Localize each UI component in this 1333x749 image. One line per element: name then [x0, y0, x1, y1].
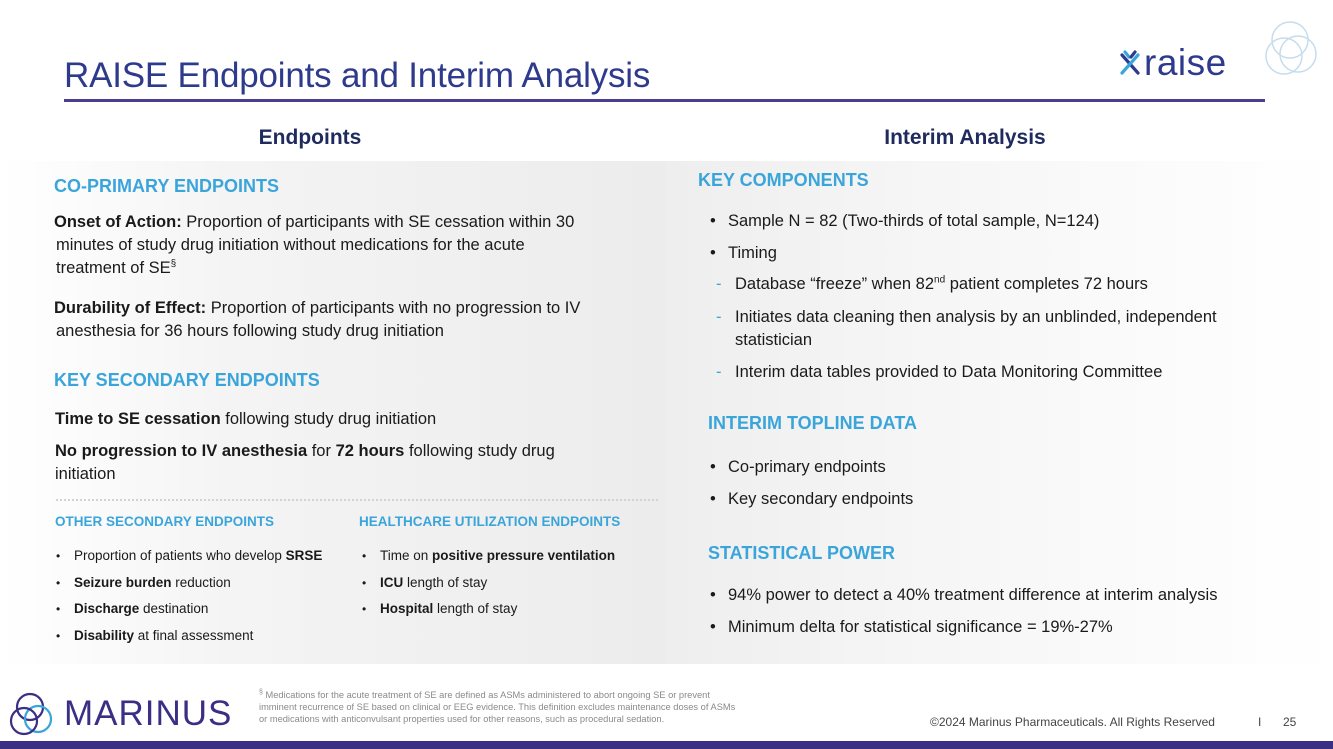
dotted-divider — [56, 499, 658, 501]
seventy-two-hours: 72 hours — [335, 442, 405, 460]
list-item — [362, 547, 615, 574]
item-bold: ICU — [380, 574, 404, 590]
raise-wordmark: raise — [1144, 42, 1227, 83]
footer-separator: I — [1258, 715, 1262, 729]
list-item: • Key secondary endpoints — [710, 488, 913, 511]
other-secondary-list — [56, 547, 322, 654]
timing-item — [716, 306, 1217, 352]
key-secondary-item-2 — [55, 440, 655, 486]
dash-marker: - — [716, 363, 722, 381]
durability-text-2: anesthesia for 36 hours following study drug initiation — [56, 322, 444, 340]
other-secondary-title: OTHER SECONDARY ENDPOINTS — [55, 514, 275, 529]
list-item: • Sample N = 82 (Two-thirds of total sample, N=124) — [710, 210, 1099, 242]
onset-text-2: minutes of study drug initiation without medications for the acute — [56, 236, 525, 254]
no-progression-label: No progression to IV anesthesia — [55, 442, 308, 460]
copyright: ©2024 Marinus Pharmaceuticals. All Rights Reserved — [930, 715, 1215, 729]
list-item — [56, 627, 322, 654]
list-item — [362, 574, 615, 601]
item-bold: Discharge — [74, 601, 140, 617]
item-text: destination — [139, 601, 209, 617]
no-progression-text-2: initiation — [55, 465, 116, 483]
cleaning-text-2: statistician — [735, 331, 813, 349]
title-underline — [64, 99, 1265, 102]
footer-band — [0, 741, 1333, 749]
section-mark: § — [170, 258, 177, 270]
key-components-list — [710, 210, 1099, 265]
ordinal-suffix: nd — [934, 274, 946, 286]
topline-title: INTERIM TOPLINE DATA — [708, 413, 917, 433]
freeze-text: Database “freeze” when 82 — [735, 275, 935, 293]
item-text: Proportion of patients who develop — [74, 548, 286, 563]
item-bold: SRSE — [285, 548, 323, 563]
item-bold: Seizure burden — [74, 574, 172, 590]
list-item: • 94% power to detect a 40% treatment difference at interim analysis — [710, 584, 1217, 616]
statistical-power-title: STATISTICAL POWER — [708, 543, 895, 563]
list-item — [56, 574, 322, 601]
page-title: RAISE Endpoints and Interim Analysis — [64, 56, 651, 95]
onset-label: Onset of Action: — [54, 213, 182, 231]
raise-logo — [1118, 44, 1227, 81]
onset-of-action — [54, 211, 654, 280]
freeze-text-end: patient completes 72 hours — [945, 275, 1148, 293]
item-bold: Disability — [74, 628, 135, 644]
list-item — [362, 600, 615, 627]
onset-text-1: Proportion of participants with SE cessation within 30 — [181, 213, 575, 231]
timing-item — [716, 361, 1162, 384]
interim-analysis-heading: Interim Analysis — [884, 126, 1046, 149]
item-text: at final assessment — [134, 628, 254, 644]
timing-item — [716, 273, 1148, 296]
durability-of-effect — [54, 297, 654, 343]
item-bold: Hospital — [380, 601, 434, 617]
list-item — [56, 600, 322, 627]
footnote-mark: § — [259, 688, 263, 696]
onset-text-3: treatment of SE — [56, 259, 171, 277]
raise-x-logo-icon — [1118, 45, 1142, 81]
durability-text-1: Proportion of participants with no progression to IV — [206, 299, 581, 317]
list-item: • Timing — [710, 242, 1099, 265]
time-to-cessation-text: following study drug initiation — [220, 410, 437, 428]
no-progression-text: following study drug — [404, 442, 555, 460]
endpoints-heading: Endpoints — [258, 126, 362, 149]
healthcare-title: HEALTHCARE UTILIZATION ENDPOINTS — [359, 514, 621, 529]
dash-marker: - — [716, 275, 722, 293]
cleaning-text-1: Initiates data cleaning then analysis by an unblinded, independent — [735, 308, 1217, 326]
decorative-rings-icon — [1262, 16, 1322, 80]
list-item: • Co-primary endpoints — [710, 456, 913, 488]
item-text: Time on — [380, 548, 433, 563]
key-secondary-item-1 — [55, 408, 436, 431]
item-text: reduction — [171, 574, 231, 590]
co-primary-title: CO-PRIMARY ENDPOINTS — [54, 176, 280, 196]
marinus-rings-icon — [8, 690, 60, 738]
footnote-line-1: Medications for the acute treatment of SE are defined as ASMs administered to abort ongoing SE or prevent — [262, 690, 710, 700]
key-secondary-title: KEY SECONDARY ENDPOINTS — [54, 370, 320, 390]
power-list — [710, 584, 1217, 639]
footnote — [259, 689, 844, 725]
item-bold: positive pressure ventilation — [432, 548, 616, 563]
dash-marker: - — [716, 308, 722, 326]
marinus-wordmark: MARINUS — [64, 694, 233, 733]
topline-list — [710, 456, 913, 511]
key-components-title: KEY COMPONENTS — [698, 170, 869, 190]
dmc-text: Interim data tables provided to Data Monitoring Committee — [735, 363, 1163, 381]
no-progression-mid: for — [307, 442, 336, 460]
page-number: 25 — [1283, 715, 1297, 729]
healthcare-list — [362, 547, 615, 627]
item-text: length of stay — [433, 601, 518, 617]
durability-label: Durability of Effect: — [54, 299, 207, 317]
footnote-line-2: imminent recurrence of SE based on clinical or EEG evidence. This definition excludes maintenance doses of ASMs — [259, 702, 736, 712]
list-item — [56, 547, 322, 574]
list-item: • Minimum delta for statistical significance = 19%-27% — [710, 616, 1217, 639]
footnote-line-3: or medications with anticonvulsant properties used for other reasons, such as procedural sedation. — [259, 714, 665, 724]
item-text: length of stay — [403, 574, 488, 590]
time-to-cessation-label: Time to SE cessation — [55, 410, 221, 428]
